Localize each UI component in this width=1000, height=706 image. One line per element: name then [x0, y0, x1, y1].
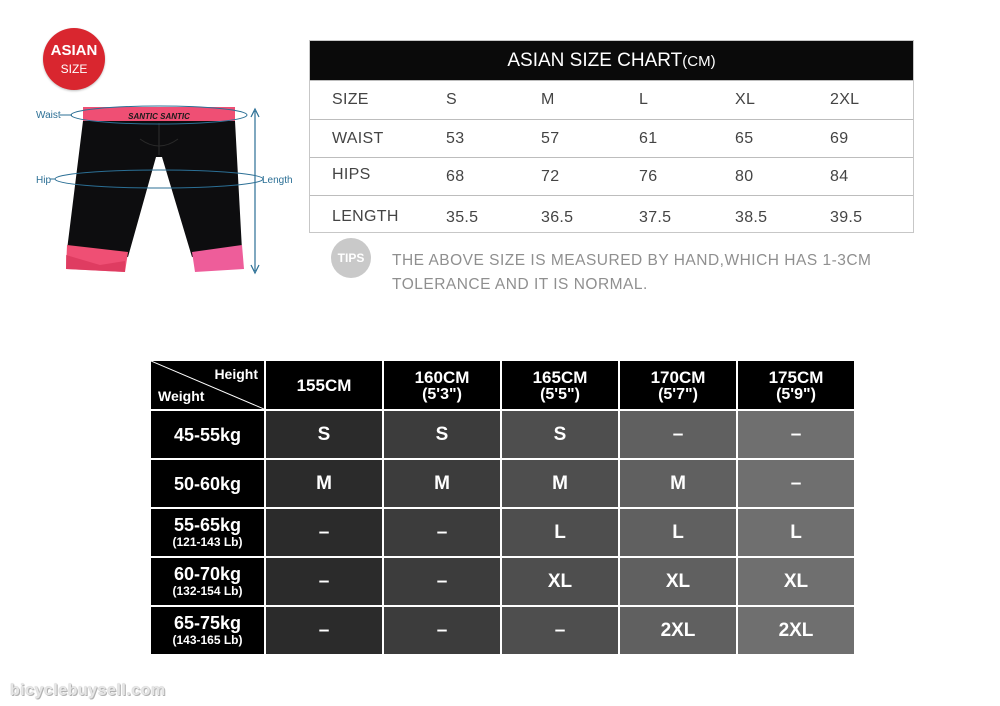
size-chart-title-text: ASIAN SIZE CHART: [507, 50, 683, 71]
size-cell: –: [266, 607, 382, 654]
shorts-diagram: [20, 95, 310, 285]
tips-line1: THE ABOVE SIZE IS MEASURED BY HAND,WHICH HAS 1-3CM: [392, 252, 872, 269]
weight-kg: 60-70kg: [173, 564, 242, 584]
table-cell: 2XL: [830, 91, 860, 108]
size-cell: S: [502, 411, 618, 458]
table-cell: M: [541, 91, 555, 108]
size-cell: XL: [738, 558, 854, 605]
table-cell: 69: [830, 130, 849, 147]
height-cm: 165CM: [532, 367, 588, 387]
brand-text: SANTIC SANTIC: [128, 112, 190, 121]
height-header-3: [620, 361, 736, 409]
size-cell: M: [620, 460, 736, 507]
height-ft: (5'3"): [422, 385, 462, 403]
badge-line1: ASIAN: [50, 42, 98, 59]
size-cell: –: [384, 509, 500, 556]
size-cell: L: [620, 509, 736, 556]
asian-size-badge: [43, 28, 105, 90]
tips-text: [392, 249, 912, 297]
table-cell: 39.5: [830, 209, 863, 226]
size-cell: –: [738, 460, 854, 507]
size-chart-title: [310, 41, 913, 80]
height-ft: (5'9"): [776, 385, 816, 403]
size-cell: –: [384, 607, 500, 654]
weight-label: Weight: [158, 388, 205, 404]
size-header-row: [310, 80, 913, 119]
table-cell: 61: [639, 130, 658, 147]
table-cell: 36.5: [541, 209, 574, 226]
waist-label: Waist: [36, 110, 61, 121]
height-cm: 170CM: [650, 367, 706, 387]
shorts-body: [67, 121, 242, 257]
table-cell: SIZE: [332, 91, 369, 108]
table-cell: 38.5: [735, 209, 768, 226]
size-cell: XL: [502, 558, 618, 605]
weight-cell: [151, 607, 264, 654]
height-ft: (5'7"): [658, 385, 698, 403]
table-cell: 84: [830, 168, 849, 185]
weight-kg: 65-75kg: [173, 613, 242, 633]
height-ft: (5'5"): [540, 385, 580, 403]
weight-cell: [151, 509, 264, 556]
badge-line2: SIZE: [60, 62, 88, 76]
weight-kg: 55-65kg: [173, 515, 242, 535]
size-cell: M: [384, 460, 500, 507]
table-cell: 80: [735, 168, 754, 185]
asian-size-chart: [309, 40, 914, 233]
table-cell: 65: [735, 130, 754, 147]
size-cell: –: [620, 411, 736, 458]
size-cell: S: [266, 411, 382, 458]
table-cell: 68: [446, 168, 465, 185]
size-cell: –: [502, 607, 618, 654]
size-cell: –: [266, 558, 382, 605]
weight-kg: 50-60kg: [173, 473, 242, 494]
table-cell: LENGTH: [332, 208, 399, 225]
height-header-1: [384, 361, 500, 409]
size-cell: M: [266, 460, 382, 507]
size-cell: –: [738, 411, 854, 458]
fit-chart-corner: [151, 361, 264, 409]
height-cm: 155CM: [296, 375, 352, 395]
table-cell: XL: [735, 91, 756, 108]
length-label: Length: [262, 175, 293, 186]
table-row: [310, 157, 913, 196]
fit-chart: [151, 361, 857, 657]
table-row: [310, 195, 913, 234]
hip-label: Hip: [36, 175, 52, 186]
table-cell: S: [446, 91, 457, 108]
table-row: [310, 119, 913, 158]
size-cell: –: [384, 558, 500, 605]
size-chart-unit: (CM): [682, 53, 716, 70]
height-header-4: [738, 361, 854, 409]
height-label: Height: [214, 366, 258, 382]
table-cell: HIPS: [332, 166, 371, 183]
weight-lb: (143-165 Lb): [172, 633, 243, 647]
height-cm: 175CM: [768, 367, 824, 387]
weight-cell: [151, 411, 264, 458]
size-cell: XL: [620, 558, 736, 605]
table-cell: 37.5: [639, 209, 672, 226]
height-cm: 160CM: [414, 367, 470, 387]
size-cell: 2XL: [738, 607, 854, 654]
height-header-2: [502, 361, 618, 409]
size-cell: L: [502, 509, 618, 556]
table-cell: 76: [639, 168, 658, 185]
weight-lb: (121-143 Lb): [172, 535, 243, 549]
table-cell: 35.5: [446, 209, 479, 226]
size-cell: 2XL: [620, 607, 736, 654]
size-cell: –: [266, 509, 382, 556]
weight-lb: (132-154 Lb): [172, 584, 243, 598]
table-cell: L: [639, 91, 649, 108]
weight-kg: 45-55kg: [173, 424, 242, 445]
watermark: bicyclebuysell.com: [10, 682, 166, 699]
weight-cell: [151, 460, 264, 507]
height-header-0: [266, 361, 382, 409]
size-cell: M: [502, 460, 618, 507]
weight-cell: [151, 558, 264, 605]
table-cell: 53: [446, 130, 465, 147]
size-cell: L: [738, 509, 854, 556]
tips-line2: TOLERANCE AND IT IS NORMAL.: [392, 276, 648, 293]
tips-icon: TIPS: [331, 238, 371, 278]
table-cell: 72: [541, 168, 560, 185]
table-cell: WAIST: [332, 130, 384, 147]
size-cell: S: [384, 411, 500, 458]
table-cell: 57: [541, 130, 560, 147]
